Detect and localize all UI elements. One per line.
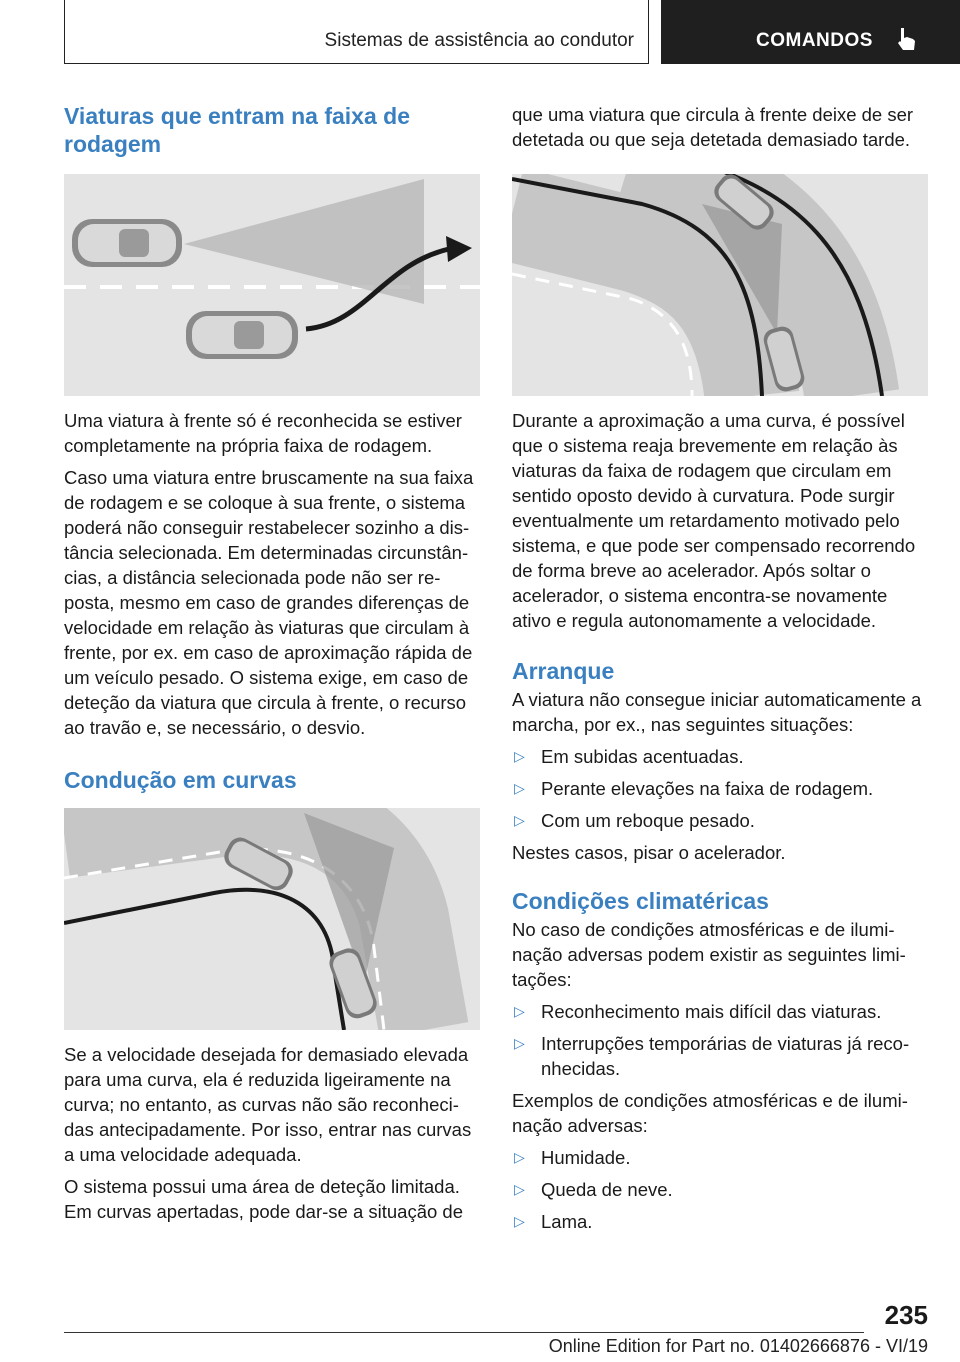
list-item: ▷ Em subidas acentuadas. <box>514 746 744 767</box>
paragraph: O sistema possui uma área de deteção limitada. Em curvas apertadas, pode dar-se a situação de <box>64 1176 464 1222</box>
triangle-bullet-icon: ▷ <box>514 1149 525 1165</box>
list-item: ▷ Lama. <box>514 1211 593 1232</box>
chapter-title: COMANDOS <box>756 30 873 51</box>
heading-condicoes: Condições climatéricas <box>512 888 769 914</box>
list-item: ▷ Humidade. <box>514 1147 631 1168</box>
list-item: ▷ Queda de neve. <box>514 1179 673 1200</box>
paragraph: Caso uma viatura entre bruscamente na sua faixa de rodagem e se coloque à sua frente, o sistema poderá não conseguir restabelecer sozinho a distância selecionada. Em determinadas circunstâncias, a distância selecionada pode não ser reposta, mesmo em caso de grandes diferenças de velocidade em relação às viaturas que circulam à frente, por ex. em caso de aproximação rápida de um veículo pesado. O sistema exige, em caso de deteção da viatura que circula à frente, o recurso ao travão e, se necessário, o desvio. <box>64 467 474 738</box>
footer-edition: Online Edition for Part no. 01402666876 - VI/19 <box>548 1336 928 1356</box>
heading-viaturas: Viaturas que entram na faixa de rodagem <box>64 103 410 157</box>
paragraph: Nestes casos, pisar o acelerador. <box>512 842 786 863</box>
paragraph: Exemplos de condições atmosféricas e de iluminação adversas: <box>512 1090 908 1136</box>
section-title: Sistemas de assistência ao condutor <box>324 30 634 51</box>
list-item: ▷ Interrupções temporárias de viaturas já reconhecidas. <box>514 1033 910 1079</box>
list-condicoes <box>512 1145 930 1234</box>
list-arranque <box>512 744 930 833</box>
list-item: ▷ Reconhecimento mais difícil das viaturas. <box>514 1001 882 1022</box>
figure-oncoming <box>512 174 928 396</box>
paragraph: No caso de condições atmosféricas e de iluminação adversas podem existir as seguintes limitações: <box>512 919 906 990</box>
list-item: ▷ Perante elevações na faixa de rodagem. <box>514 778 874 799</box>
page-number: 235 <box>884 1300 928 1330</box>
footer-divider <box>64 1332 864 1333</box>
triangle-bullet-icon: ▷ <box>514 1181 525 1197</box>
paragraph: Uma viatura à frente só é reconhecida se estiver completamente na própria faixa de rodagem. <box>64 410 462 456</box>
right-column <box>512 102 930 1241</box>
figure-curve <box>64 808 480 1030</box>
heading-curvas: Condução em curvas <box>64 767 297 793</box>
header-section <box>64 0 649 64</box>
list-limitacoes <box>512 999 930 1081</box>
triangle-bullet-icon: ▷ <box>514 812 525 828</box>
triangle-bullet-icon: ▷ <box>514 1035 525 1051</box>
car-icon <box>72 219 182 267</box>
hand-pointer-icon <box>895 26 917 52</box>
triangle-bullet-icon: ▷ <box>514 748 525 764</box>
triangle-bullet-icon: ▷ <box>514 1003 525 1019</box>
paragraph: Durante a aproximação a uma curva, é possível que o sistema reaja brevemente em relação às viaturas da faixa de rodagem que circulam em sentido oposto devido à curvatura. Pode surgir eventualmente um retardamento motivado pelo sistema, e que pode ser compensado recorrendo de forma breve ao acelerador. Após soltar o acelerador, o sistema encontra-se novamente ativo e regula autonomamente a velocidade. <box>512 410 916 631</box>
left-column <box>64 102 482 1231</box>
header-chapter <box>661 0 960 64</box>
heading-arranque: Arranque <box>512 658 615 684</box>
figure-cut-in <box>64 174 480 396</box>
paragraph: A viatura não consegue iniciar automaticamente a marcha, por ex., nas seguintes situações: <box>512 689 922 735</box>
car-icon <box>186 311 298 359</box>
list-item: ▷ Com um reboque pesado. <box>514 810 755 831</box>
paragraph: Se a velocidade desejada for demasiado elevada para uma curva, ela é reduzida ligeiramente na curva; no entanto, as curvas não são reconhecidas antecipadamente. Por isso, entrar nas curvas a uma velocidade adequada. <box>64 1044 472 1165</box>
paragraph: que uma viatura que circula à frente deixe de ser detetada ou que seja detetada demasiado tarde. <box>512 104 914 150</box>
triangle-bullet-icon: ▷ <box>514 1213 525 1229</box>
triangle-bullet-icon: ▷ <box>514 780 525 796</box>
